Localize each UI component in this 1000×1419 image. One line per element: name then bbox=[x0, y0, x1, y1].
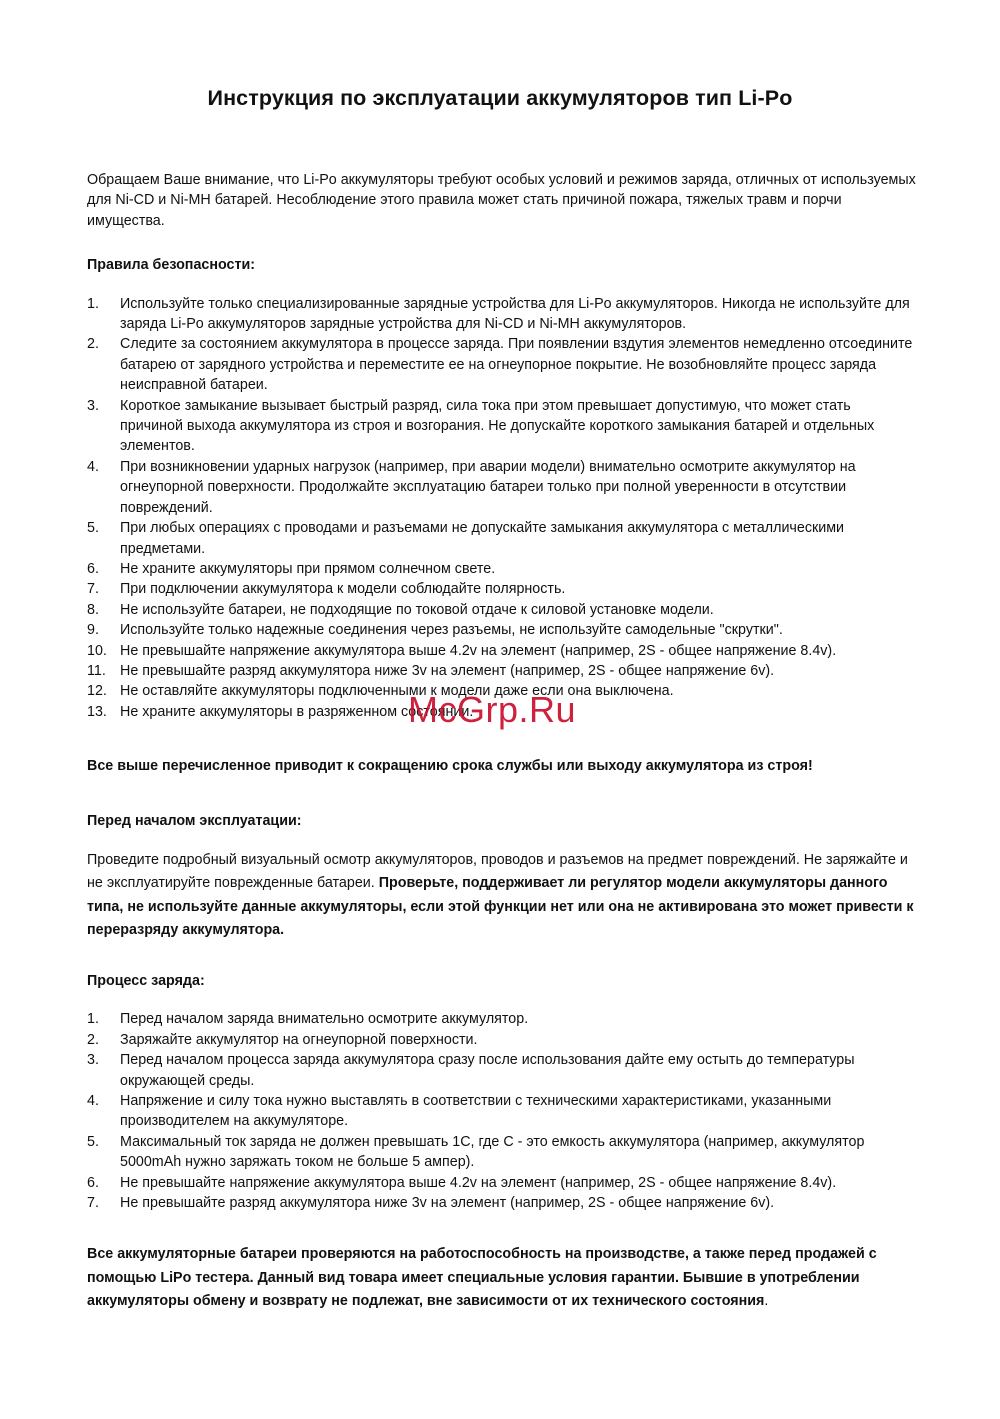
item-text: При подключении аккумулятора к модели соблюдайте полярность. bbox=[120, 581, 566, 598]
list-item bbox=[87, 518, 917, 559]
before-use-paragraph bbox=[87, 849, 917, 943]
item-text: При возникновении ударных нагрузок (например, при аварии модели) внимательно осмотрите аккумулятор на огнеупорной поверхности. Продолжайте эксплуатацию батареи только при полной уверенности в отсутствии повреждений. bbox=[120, 458, 856, 516]
item-text: Не превышайте напряжение аккумулятора выше 4.2v на элемент (например, 2S - общее напряжение 8.4v). bbox=[120, 1174, 837, 1191]
before-use-text: Проведите подробный визуальный осмотр аккумуляторов, проводов и разъемов на предмет повреждений. Не заряжайте и не эксплуатируйте поврежденные батареи. bbox=[87, 851, 908, 892]
item-number: 5. bbox=[87, 520, 99, 537]
item-number: 10. bbox=[87, 642, 107, 659]
document-title: Инструкция по эксплуатации аккумуляторов тип Li-Po bbox=[207, 86, 793, 110]
list-item bbox=[87, 396, 917, 457]
item-number: 6. bbox=[87, 1174, 99, 1191]
item-text: При любых операциях с проводами и разъемами не допускайте замыкания аккумулятора с металлическими предметами. bbox=[120, 520, 845, 557]
list-item bbox=[87, 1173, 917, 1193]
watermark: McGrp.Ru bbox=[408, 689, 577, 730]
item-text: Не оставляйте аккумуляторы подключенными к модели даже если она выключена. bbox=[120, 683, 674, 700]
item-text: Не превышайте напряжение аккумулятора выше 4.2v на элемент (например, 2S - общее напряжение 8.4v). bbox=[120, 642, 837, 659]
list-item bbox=[87, 1030, 917, 1050]
item-number: 5. bbox=[87, 1133, 99, 1150]
list-item bbox=[87, 559, 917, 579]
item-number: 3. bbox=[87, 397, 99, 414]
list-item bbox=[87, 1091, 917, 1132]
list-item bbox=[87, 600, 917, 620]
item-text: Не превышайте разряд аккумулятора ниже 3v на элемент (например, 2S - общее напряжение 6v). bbox=[120, 1195, 775, 1212]
item-number: 4. bbox=[87, 458, 99, 475]
item-number: 12. bbox=[87, 683, 107, 700]
intro-paragraph: Обращаем Ваше внимание, что Li-Po аккумуляторы требуют особых условий и режимов заряда, отличных от используемых для Ni-CD и Ni-MH батарей. Несоблюдение этого правила может стать причиной пожара, тяжелых травм и порчи имущества. bbox=[87, 172, 916, 229]
item-text: Не храните аккумуляторы в разряженном состоянии. bbox=[120, 703, 474, 720]
list-item bbox=[87, 641, 917, 661]
final-note-period: . bbox=[764, 1293, 769, 1310]
final-note-text: Все аккумуляторные батареи проверяются на работоспособность на производстве, а также перед продажей с помощью LiPo тестера. Данный вид товара имеет специальные условия гарантии. Бывшие в употреблении аккумуляторы обмену и возврату не подлежат, вне зависимости от их технического состояния bbox=[87, 1246, 877, 1310]
item-number: 2. bbox=[87, 1031, 99, 1048]
item-text: Перед началом заряда внимательно осмотрите аккумулятор. bbox=[120, 1011, 529, 1028]
charging-list bbox=[87, 1009, 917, 1213]
item-number: 3. bbox=[87, 1052, 99, 1069]
list-item bbox=[87, 579, 917, 599]
safety-heading: Правила безопасности: bbox=[87, 257, 256, 274]
before-use-heading: Перед началом эксплуатации: bbox=[87, 812, 302, 829]
before-use-bold-text: Проверьте, поддерживает ли регулятор модели аккумуляторы данного типа, не используйте данные аккумуляторы, если этой функции нет или она не активирована это может привести к переразряду аккумулятора. bbox=[87, 875, 914, 939]
item-number: 9. bbox=[87, 622, 99, 639]
item-text: Используйте только специализированные зарядные устройства для Li-Po аккумуляторов. Никогда не используйте для заряда Li-Po аккумуляторов зарядные устройства для Ni-CD и Ni-MH аккумуляторов. bbox=[120, 295, 910, 333]
item-number: 1. bbox=[87, 295, 99, 312]
item-number: 7. bbox=[87, 581, 99, 598]
item-text: Не превышайте разряд аккумулятора ниже 3v на элемент (например, 2S - общее напряжение 6v). bbox=[120, 662, 775, 679]
item-number: 13. bbox=[87, 703, 107, 720]
item-number: 1. bbox=[87, 1011, 99, 1028]
list-item bbox=[87, 1132, 917, 1173]
charging-heading: Процесс заряда: bbox=[87, 972, 205, 989]
list-item bbox=[87, 620, 917, 640]
list-item bbox=[87, 1009, 917, 1029]
item-text: Не храните аккумуляторы при прямом солнечном свете. bbox=[120, 560, 496, 577]
item-text: Заряжайте аккумулятор на огнеупорной поверхности. bbox=[120, 1031, 478, 1048]
document-body bbox=[87, 170, 917, 1314]
list-item bbox=[87, 334, 917, 395]
item-text: Используйте только надежные соединения через разъемы, не используйте самодельные "скрутки". bbox=[120, 622, 783, 639]
list-item bbox=[87, 661, 917, 681]
item-text: Напряжение и силу тока нужно выставлять в соответствии с техническими характеристиками, указанными производителем на аккумуляторе. bbox=[120, 1093, 832, 1130]
item-text: Не используйте батареи, не подходящие по токовой отдаче к силовой установке модели. bbox=[120, 601, 714, 618]
list-item bbox=[87, 457, 917, 518]
item-text: Следите за состоянием аккумулятора в процессе заряда. При появлении вздутия элементов немедленно отсоедините батарею от зарядного устройства и переместите ее на огнеупорное покрытие. Не возобновляйте процесс заряда неисправной батареи. bbox=[120, 336, 913, 394]
list-item bbox=[87, 1193, 917, 1213]
item-number: 4. bbox=[87, 1093, 99, 1109]
list-item bbox=[87, 1050, 917, 1091]
item-text: Перед началом процесса заряда аккумулятора сразу после использования дайте ему остыть до температуры окружающей среды. bbox=[120, 1052, 855, 1089]
item-number: 8. bbox=[87, 601, 99, 618]
list-item bbox=[87, 294, 917, 335]
final-note bbox=[87, 1243, 917, 1314]
item-text: Максимальный ток заряда не должен превышать 1С, где С - это емкость аккумулятора (например, аккумулятор 5000mAh нужно заряжать током не больше 5 ампер). bbox=[120, 1133, 865, 1171]
item-text: Короткое замыкание вызывает быстрый разряд, сила тока при этом превышает допустимую, что может стать причиной выхода аккумулятора из строя и возгорания. Не допускайте короткого замыкания батарей и отдельных элементов. bbox=[120, 397, 875, 455]
warning-paragraph: Все выше перечисленное приводит к сокращению срока службы или выходу аккумулятора из строя! bbox=[87, 758, 813, 775]
item-number: 6. bbox=[87, 560, 99, 577]
item-number: 2. bbox=[87, 336, 99, 353]
item-number: 7. bbox=[87, 1195, 99, 1212]
safety-list bbox=[87, 294, 917, 723]
item-number: 11. bbox=[87, 662, 106, 679]
